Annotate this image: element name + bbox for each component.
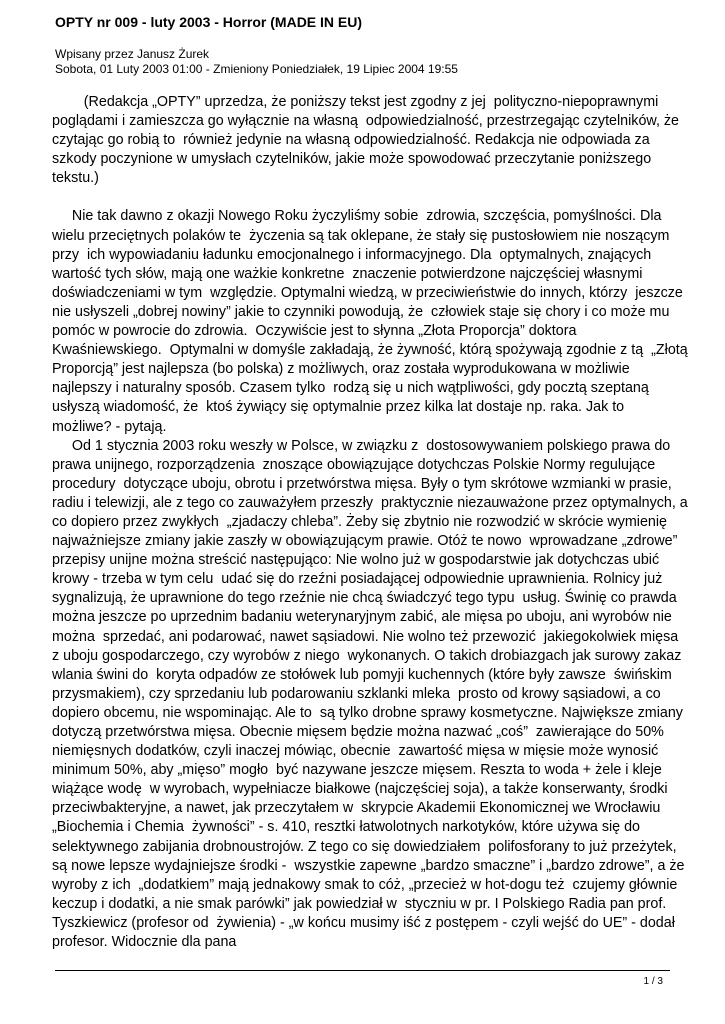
footer-divider <box>55 970 670 971</box>
page-number: 1 / 3 <box>643 976 663 987</box>
date-line: Sobota, 01 Luty 2003 01:00 - Zmieniony Poniedziałek, 19 Lipiec 2004 19:55 <box>55 62 458 76</box>
editorial-note-paragraph: (Redakcja „OPTY” uprzedza, że poniższy tekst jest zgodny z jej polityczno-niepoprawnymi poglądami i zamieszcza go wyłącznie na własną odpowiedzialność, przestrzegając czytelników, że czytając go robią to również jedynie na własną odpowiedzialność. Redakcja nie odpowiada za szkody poczynione w umysłach czytelników, jakie może spowodować przeczytanie poniższego tekstu.) <box>52 94 683 187</box>
body-paragraph: Nie tak dawno z okazji Nowego Roku życzyliśmy sobie zdrowia, szczęścia, pomyślności. Dla wielu przeciętnych polaków te życzenia są tak oklepane, że stały się pustosłowiem nie noszącym przy ich wypowiadaniu ładunku emocjonalnego i informacyjnego. Dla optymalnych, znających wartość tych słów, mają one ważkie konkretne znaczenie potwierdzone najczęściej własnymi doświadczeniami w tym względzie. Optymalni wiedzą, w przeciwieństwie do innych, którzy jeszcze nie usłyszeli „dobrej nowiny” jakie to czynniki powodują, że człowiek staje się chory i co może mu pomóc w powrocie do zdrowia. Oczywiście jest to słynna „Złota Proporcja” doktora Kwaśniewskiego. Optymalni w domyśle zakładają, że żywność, którą spożywają zgodnie z tą „Złotą Proporcją” jest najlepsza (bo polska) z możliwych, oraz została wyprodukowana w możliwie najlepszy i naturalny sposób. Czasem tylko rodzą się u nich wątpliwości, gdy pocztą szeptaną usłyszą wiadomość, że ktoś żywiący się optymalnie przez kilka lat dostaje np. raka. Jak to możliwe? - pytają. <box>52 208 692 435</box>
document-title: OPTY nr 009 - luty 2003 - Horror (MADE IN EU) <box>55 14 363 30</box>
article-body <box>52 93 692 952</box>
body-paragraph: Od 1 stycznia 2003 roku weszły w Polsce, w związku z dostosowywaniem polskiego prawa do prawa unijnego, rozporządzenia znoszące obowiązujące dotychczas Polskie Normy regulujące procedury dotyczące uboju, obrotu i przetwórstwa mięsa. Były o tym skrótowe wzmianki w prasie, radiu i telewizji, ale z tego co zauważyłem przeszły praktycznie niezauważone przez optymalnych, a co dopiero przez zwykłych „zjadaczy chleba”. Żeby się zbytnio nie rozwodzić w skrócie wymienię najważniejsze zmiany jakie zaszły w obowiązującym prawie. Otóż te nowo wprowadzane „zdrowe” przepisy unijne można streścić następująco: Nie wolno już w gospodarstwie jak dotychczas ubić krowy - trzeba w tym celu udać się do rzeźni posiadającej odpowiednie uprawnienia. Rolnicy już sygnalizują, że uprawnione do tego rzeźnie nie chcą świadczyć tego typu usług. Świnię co prawda można jeszcze po uprzednim badaniu weterynaryjnym zabić, ale mięsa po uboju, ani wyrobów nie można sprzedać, ani podarować, nawet sąsiadowi. Nie wolno też przewozić jakiegokolwiek mięsa z uboju gospodarczego, czy wyrobów z niego wykonanych. O takich drobiazgach jak surowy zakaz wlania świni do koryta odpadów ze stołówek lub pomyji kuchennych (które były zawsze świńskim przysmakiem), czy sprzedaniu lub podarowaniu szklanki mleka prosto od krowy sąsiadowi, a co dopiero obcemu, nie wspominając. Ale to są tylko drobne sprawy kosmetyczne. Największe zmiany dotyczą przetwórstwa mięsa. Obecnie mięsem będzie można nazwać „coś” zawierające do 50% niemięsnych dodatków, czyli inaczej mówiąc, obecnie zawartość mięsa w mięsie może wynosić minimum 50%, aby „mięso” mogło być nazywane jeszcze mięsem. Reszta to woda + żele i kleje wiążące wodę w wyrobach, wypełniacze białkowe (najczęściej soja), a także konserwanty, środki przeciwbakteryjne, a nawet, jak przeczytałem w skrypcie Akademii Ekonomicznej we Wrocławiu „Biochemia i Chemia żywności” - s. 410, resztki łatwolotnych narkotyków, które używa się do selektywnego zabijania drobnoustrojów. Z tego co się dowiedziałem polifosforany to już przeżytek, są nowe lepsze wydajniejsze środki - wszystkie zapewne „bardzo smaczne” i „bardzo zdrowe”, a że wyroby z ich „dodatkiem” mają jednakowy smak to cóż, „przecież w hot-dogu też czujemy głównie keczup i dodatki, a nie smak parówki” jak powiedział w styczniu w pr. I Polskiego Radia pan prof. Tyszkiewicz (profesor od żywienia) - „w końcu musimy iść z postępem - czyli wejść do UE” - dodał profesor. Widocznie dla pana <box>52 437 692 951</box>
article-meta <box>55 47 675 77</box>
author-line: Wpisany przez Janusz Żurek <box>55 47 210 61</box>
